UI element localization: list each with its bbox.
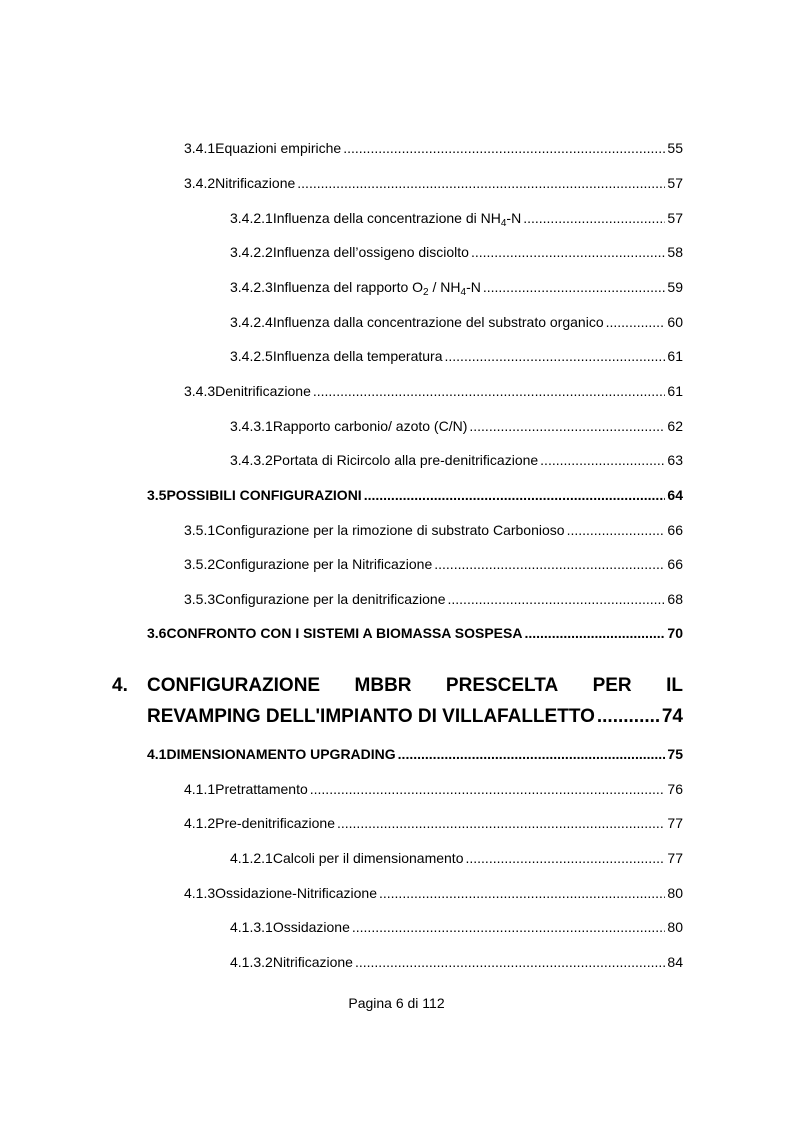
- chapter-title-word: PRESCELTA: [445, 675, 559, 696]
- chapter-title-word: IL: [666, 675, 683, 696]
- page-number: 55: [667, 140, 683, 156]
- section-number: 3.4.2.4: [230, 314, 273, 330]
- page-number: 68: [667, 591, 683, 607]
- chapter-title-line-2: [147, 701, 683, 732]
- section-title: Rapporto carbonio/ azoto (C/N): [272, 418, 468, 434]
- toc-entry-3-5-1[interactable]: [184, 520, 683, 540]
- page-number: 76: [667, 781, 683, 797]
- toc-entry-4-1-3-2[interactable]: [230, 952, 683, 972]
- section-number: 3.5.1: [184, 522, 216, 538]
- section-number: 3.5.3: [184, 591, 216, 607]
- section-title: Influenza della concentrazione di $NH_4-N$: [272, 210, 522, 229]
- toc-entry-3-6[interactable]: [147, 623, 683, 643]
- page-number: 57: [667, 210, 683, 226]
- dot-leader: [524, 623, 665, 643]
- page-number: 80: [667, 919, 683, 935]
- section-number: 3.4.2.5: [230, 348, 273, 364]
- page-number: 70: [667, 625, 683, 641]
- page-number: 59: [667, 279, 683, 295]
- dot-leader: [606, 312, 666, 332]
- toc-entry-3-4-2[interactable]: [184, 173, 683, 193]
- section-number: 3.5.2: [184, 556, 216, 572]
- section-number: 3.4.2.2: [230, 244, 273, 260]
- chapter-title-word: CONFIGURAZIONE: [147, 675, 321, 696]
- dot-leader: [310, 779, 666, 799]
- dot-leader: [379, 883, 665, 903]
- section-number: 3.5: [147, 487, 167, 503]
- section-title: Configurazione per la rimozione di substrato Carbonioso: [215, 522, 565, 538]
- dot-leader: [523, 208, 665, 228]
- section-title: Ossidazione-Nitrificazione: [215, 885, 377, 901]
- page-footer: Pagina 6 di 112: [348, 995, 445, 1011]
- toc-entry-3-5-3[interactable]: [184, 589, 683, 609]
- page-number: 77: [667, 815, 683, 831]
- dot-leader: [355, 952, 665, 972]
- toc-entry-3-5-2[interactable]: [184, 554, 683, 574]
- page-number: 61: [667, 348, 683, 364]
- dot-leader: [465, 848, 665, 868]
- section-title: Calcoli per il dimensionamento: [272, 850, 464, 866]
- page-number: 84: [667, 954, 683, 970]
- toc-entry-3-4-3[interactable]: [184, 381, 683, 401]
- page-number: 80: [667, 885, 683, 901]
- toc-entry-4-1-2-1[interactable]: [230, 848, 683, 868]
- toc-chapter-4[interactable]: [112, 670, 683, 732]
- chapter-title-word: MBBR: [354, 675, 412, 696]
- dot-leader: [352, 917, 666, 937]
- page-number: 63: [667, 452, 683, 468]
- dot-leader: [448, 589, 666, 609]
- dot-leader: [337, 813, 665, 833]
- section-number: 3.4.2: [184, 175, 216, 191]
- toc-entry-3-4-3-1[interactable]: [230, 416, 683, 436]
- section-number: 3.4.2.3: [230, 279, 273, 295]
- toc-entry-3-4-2-3[interactable]: [230, 277, 683, 297]
- dot-leader: [483, 277, 666, 297]
- section-title: Influenza dalla concentrazione del substrato organico: [272, 314, 604, 330]
- section-number: 4.1.3.1: [230, 919, 273, 935]
- section-title: Configurazione per la denitrificazione: [215, 591, 446, 607]
- dot-leader: [469, 416, 665, 436]
- dot-leader: [445, 346, 666, 366]
- section-title: Configurazione per la Nitrificazione: [215, 556, 433, 572]
- dot-leader: [434, 554, 665, 574]
- section-number: 4.1.1: [184, 781, 216, 797]
- toc-entry-3-4-3-2[interactable]: [230, 450, 683, 470]
- section-title: Nitrificazione: [272, 954, 353, 970]
- dot-leader: [297, 173, 665, 193]
- dot-leader: [398, 744, 666, 764]
- section-number: 3.4.2.1: [230, 210, 273, 226]
- section-title: Influenza della temperatura: [272, 348, 443, 364]
- page-number: 57: [667, 175, 683, 191]
- page-number: 66: [667, 556, 683, 572]
- toc-entry-4-1[interactable]: [147, 744, 683, 764]
- section-number: 3.4.1: [184, 140, 216, 156]
- section-number: 3.4.3.1: [230, 418, 273, 434]
- toc-entry-4-1-3[interactable]: [184, 883, 683, 903]
- section-title: Ossidazione: [272, 919, 350, 935]
- section-title: Pre-denitrificazione: [215, 815, 335, 831]
- toc-entry-3-4-2-5[interactable]: [230, 346, 683, 366]
- page-number: 66: [667, 522, 683, 538]
- page-number: 64: [667, 487, 683, 503]
- section-title: Equazioni empiriche: [215, 140, 342, 156]
- dot-leader: [343, 138, 665, 158]
- dot-leader: [364, 485, 666, 505]
- section-title: Influenza del rapporto $O_2 / NH_4-N$: [272, 279, 481, 298]
- section-number: 4.1.3: [184, 885, 216, 901]
- toc-entry-3-4-2-4[interactable]: [230, 312, 683, 332]
- dot-leader: [313, 381, 666, 401]
- toc-entry-3-5[interactable]: [147, 485, 683, 505]
- section-number: 4.1.2: [184, 815, 216, 831]
- toc-entry-4-1-2[interactable]: [184, 813, 683, 833]
- dot-leader: [597, 701, 660, 732]
- section-title: Influenza dell’ossigeno disciolto: [272, 244, 469, 260]
- dot-leader: [540, 450, 665, 470]
- page-number: 74: [661, 706, 683, 727]
- dot-leader: [567, 520, 666, 540]
- section-number: 3.4.3.2: [230, 452, 273, 468]
- section-title: CONFRONTO CON I SISTEMI A BIOMASSA SOSPESA: [166, 625, 523, 641]
- section-title: Denitrificazione: [215, 383, 311, 399]
- toc-entry-4-1-1[interactable]: [184, 779, 683, 799]
- page-number: 60: [667, 314, 683, 330]
- section-title: POSSIBILI CONFIGURAZIONI: [166, 487, 362, 503]
- section-number: 3.4.3: [184, 383, 216, 399]
- toc-entry-3-4-1[interactable]: [184, 138, 683, 158]
- toc-entry-3-4-2-1[interactable]: [230, 208, 683, 228]
- page-number: 75: [667, 746, 683, 762]
- section-title: Portata di Ricircolo alla pre-denitrificazione: [272, 452, 539, 468]
- chapter-title-continuation: REVAMPING DELL'IMPIANTO DI VILLAFALLETTO: [147, 706, 595, 727]
- toc-entry-3-4-2-2[interactable]: [230, 242, 683, 262]
- toc-entry-4-1-3-1[interactable]: [230, 917, 683, 937]
- page-number: 77: [667, 850, 683, 866]
- section-title: Nitrificazione: [215, 175, 296, 191]
- section-title: Pretrattamento: [215, 781, 308, 797]
- section-number: 3.6: [147, 625, 167, 641]
- section-number: 4.1: [147, 746, 167, 762]
- page-number: 61: [667, 383, 683, 399]
- section-number: 4.1.2.1: [230, 850, 273, 866]
- section-number: 4.1.3.2: [230, 954, 273, 970]
- chapter-title-word: PER: [592, 675, 632, 696]
- chapter-number: 4.: [112, 675, 128, 696]
- chapter-title-line-1: [147, 670, 683, 701]
- section-title: DIMENSIONAMENTO UPGRADING: [166, 746, 396, 762]
- page-number: 62: [667, 418, 683, 434]
- dot-leader: [471, 242, 665, 262]
- page-number: 58: [667, 244, 683, 260]
